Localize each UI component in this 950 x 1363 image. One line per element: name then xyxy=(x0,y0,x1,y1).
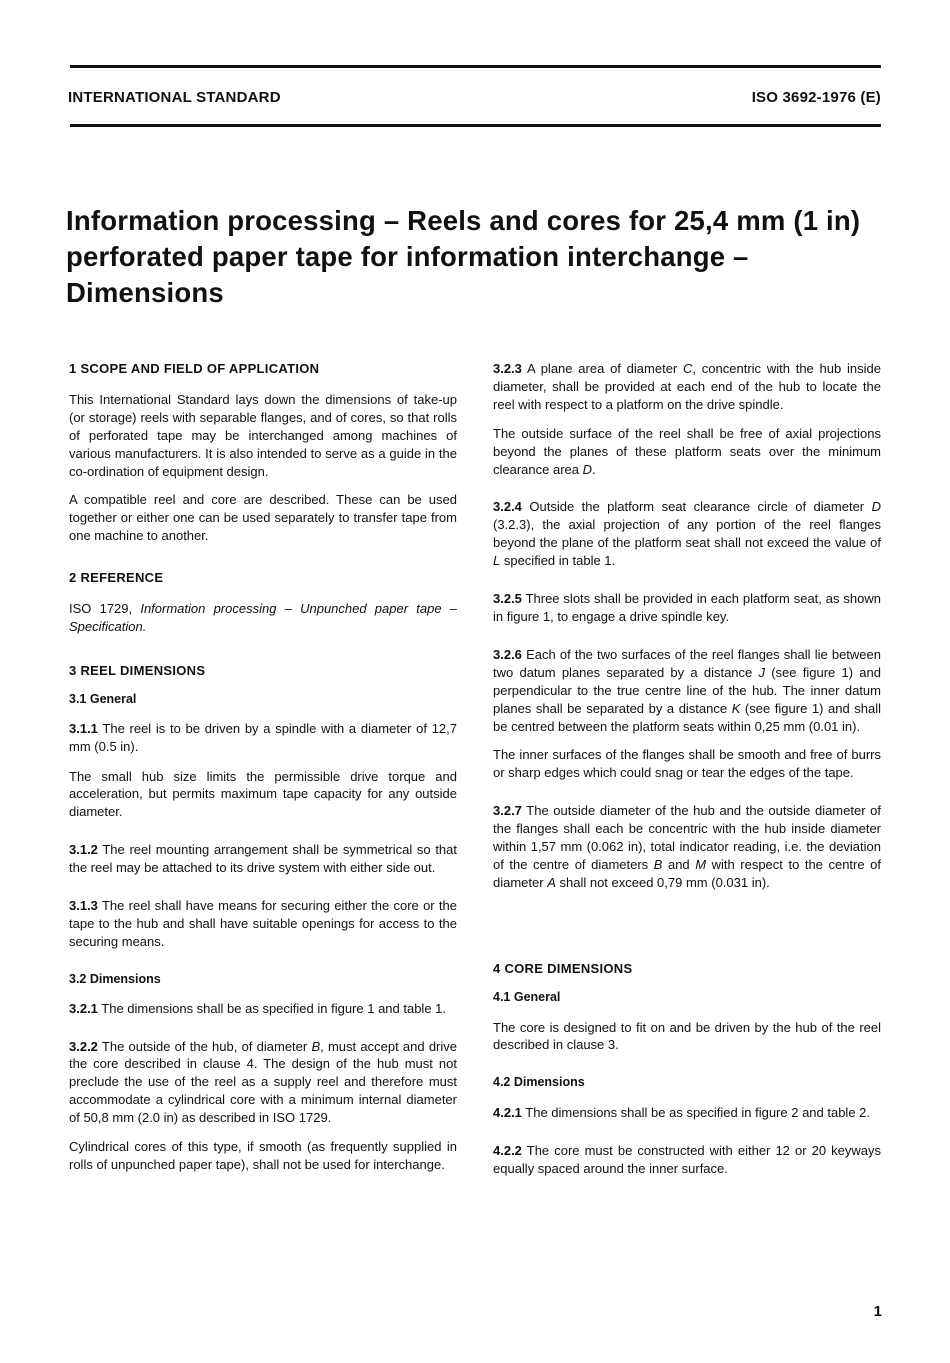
clause-3-1-1-paragraph-2: The small hub size limits the permissible drive torque and acceleration, but permits maximum tape capacity for any outside diameter. xyxy=(69,768,457,820)
clause-text: , concentric with the hub inside diameter, shall be provided at each end of the hub to locate the reel with respect to a platform on the drive spindle. xyxy=(493,361,881,412)
clause-3-2-6 xyxy=(493,646,881,736)
clause-number: 3.2.6 xyxy=(493,646,522,662)
clause-4-2-1 xyxy=(493,1104,881,1122)
reference-code: ISO 1729, xyxy=(69,601,141,617)
clause-text: Each of the two surfaces of the reel flanges shall lie between two datum planes separated by a distance xyxy=(493,646,881,680)
clause-text: The dimensions shall be as specified in figure 1 and table 1. xyxy=(97,1000,447,1016)
variable: B xyxy=(311,1038,321,1054)
variable: M xyxy=(695,856,707,872)
clause-number: 3.2.1 xyxy=(69,1000,98,1016)
clause-text: The outside surface of the reel shall be free of axial projections beyond the planes of these platform seats over the minimum clearance area xyxy=(493,425,881,477)
reference-entry xyxy=(69,600,457,636)
clause-3-1-3 xyxy=(69,897,457,951)
left-column xyxy=(69,360,457,1174)
page-number: 1 xyxy=(873,1303,882,1320)
clause-text: Outside the platform seat clearance circle of diameter xyxy=(521,499,872,515)
reference-title: Information processing – Unpunched paper tape – Specification. xyxy=(69,601,457,634)
section-3-heading: 3 REEL DIMENSIONS xyxy=(69,662,206,678)
clause-text: and xyxy=(662,856,696,872)
clause-text: . xyxy=(592,461,596,477)
clause-text: The reel mounting arrangement shall be symmetrical so that the reel may be attached to its drive system with either side out. xyxy=(69,842,457,876)
clause-text: The outside diameter of the hub and the outside diameter of the flanges shall each be concentric with the hub inside diameter within 1,57 mm (0.062 in), total indicator reading, i.e. the deviation of the centre of diameters xyxy=(493,803,881,872)
clause-number: 3.2.3 xyxy=(493,361,522,376)
clause-text: A plane area of diameter xyxy=(521,361,684,376)
clause-text: The outside of the hub, of diameter xyxy=(97,1038,312,1054)
section-1-paragraph-1: This International Standard lays down the dimensions of take-up (or storage) reels with separable flanges, and of cores, so that rolls of perforated tape may be interchanged among machines of various manufacturers. It is also intended to serve as a guide in the co-ordination of equipment design. xyxy=(69,391,457,479)
clause-3-1-1 xyxy=(69,720,457,756)
clause-text: The dimensions shall be as specified in figure 2 and table 2. xyxy=(521,1105,871,1121)
variable: L xyxy=(493,553,501,569)
variable: A xyxy=(547,874,556,890)
section-1-heading: 1 SCOPE AND FIELD OF APPLICATION xyxy=(69,361,320,376)
clause-text: specified in table 1. xyxy=(500,553,616,569)
clause-3-2-3-paragraph-2 xyxy=(493,425,881,479)
clause-number: 4.2.1 xyxy=(493,1105,522,1121)
variable: C xyxy=(683,361,693,376)
clause-number: 3.2.7 xyxy=(493,803,522,819)
section-4-heading: 4 CORE DIMENSIONS xyxy=(493,960,633,976)
section-4-1-paragraph: The core is designed to fit on and be driven by the hub of the reel described in clause 3. xyxy=(493,1019,881,1053)
clause-text: (3.2.3), the axial projection of any portion of the reel flanges beyond the plane of the platform seat shall not exceed the value of xyxy=(493,517,881,551)
document-title xyxy=(66,203,896,311)
header-document-id: ISO 3692-1976 (E) xyxy=(751,89,881,106)
top-rule xyxy=(70,65,881,68)
clause-number: 3.2.4 xyxy=(493,499,522,515)
clause-text: The reel is to be driven by a spindle with a diameter of 12,7 mm (0.5 in). xyxy=(69,720,457,754)
section-1-paragraph-2: A compatible reel and core are described. These can be used together or either one can be used separately to transfer tape from one machine to another. xyxy=(69,492,457,544)
clause-3-2-2 xyxy=(69,1038,457,1128)
section-3-1-heading: 3.1 General xyxy=(69,691,137,706)
clause-text: (see figure 1) and shall be centred between the platform seats within 0,25 mm (0.01 in). xyxy=(493,700,881,734)
clause-3-2-4 xyxy=(493,498,881,570)
clause-3-2-2-paragraph-2: Cylindrical cores of this type, if smooth (as frequently supplied in rolls of unpunched paper tape), shall not be used for interchange. xyxy=(69,1139,457,1172)
section-3-2-heading: 3.2 Dimensions xyxy=(69,971,161,986)
clause-text: , must accept and drive the core described in clause 4. The design of the hub must not preclude the use of the reel as a supply reel and therefore must accommodate a cylindrical core with a minimum internal diameter of 50,8 mm (2.0 in) as described in ISO 1729. xyxy=(69,1038,457,1126)
clause-text: (see figure 1) and perpendicular to the true centre line of the hub. The inner datum planes shall be separated by a distance xyxy=(493,664,881,716)
variable: D xyxy=(582,461,593,477)
clause-text: The core must be constructed with either 12 or 20 keyways equally spaced around the inner surface. xyxy=(493,1143,881,1177)
clause-3-2-7 xyxy=(493,802,881,892)
clause-number: 4.2.2 xyxy=(493,1143,522,1159)
clause-3-1-2 xyxy=(69,841,457,877)
clause-number: 3.1.1 xyxy=(69,720,98,736)
clause-text: shall not exceed 0,79 mm (0.031 in). xyxy=(555,874,770,890)
clause-3-2-5 xyxy=(493,590,881,626)
clause-number: 3.1.3 xyxy=(69,898,98,914)
clause-text: with respect to the centre of diameter xyxy=(493,856,881,890)
right-column xyxy=(493,360,881,1178)
section-2-heading: 2 REFERENCE xyxy=(69,570,164,586)
section-4-1-heading: 4.1 General xyxy=(493,989,561,1004)
title-line-2: perforated paper tape for information interchange – xyxy=(66,241,749,272)
clause-3-2-1 xyxy=(69,1000,457,1018)
clause-number: 3.1.2 xyxy=(69,842,98,858)
clause-3-2-6-paragraph-2: The inner surfaces of the flanges shall be smooth and free of burrs or sharp edges which could snag or tear the edges of the tape. xyxy=(493,747,881,781)
header-standard-type: INTERNATIONAL STANDARD xyxy=(68,89,281,106)
variable: D xyxy=(871,499,881,515)
clause-text: The reel shall have means for securing either the core or the tape to the hub and shall have suitable openings for access to the securing means. xyxy=(69,898,457,949)
title-line-1: Information processing – Reels and cores for 25,4 mm (1 in) xyxy=(66,205,861,236)
clause-number: 3.2.5 xyxy=(493,591,522,607)
clause-number: 3.2.2 xyxy=(69,1038,98,1054)
variable: B xyxy=(653,856,663,872)
variable: J xyxy=(758,664,765,680)
clause-4-2-2 xyxy=(493,1142,881,1178)
section-4-2-heading: 4.2 Dimensions xyxy=(493,1075,585,1090)
clause-text: Three slots shall be provided in each platform seat, as shown in figure 1, to engage a drive spindle key. xyxy=(493,591,881,624)
clause-3-2-3 xyxy=(493,360,881,414)
variable: K xyxy=(731,700,741,716)
header-rule xyxy=(70,124,881,127)
title-line-3: Dimensions xyxy=(66,277,224,308)
